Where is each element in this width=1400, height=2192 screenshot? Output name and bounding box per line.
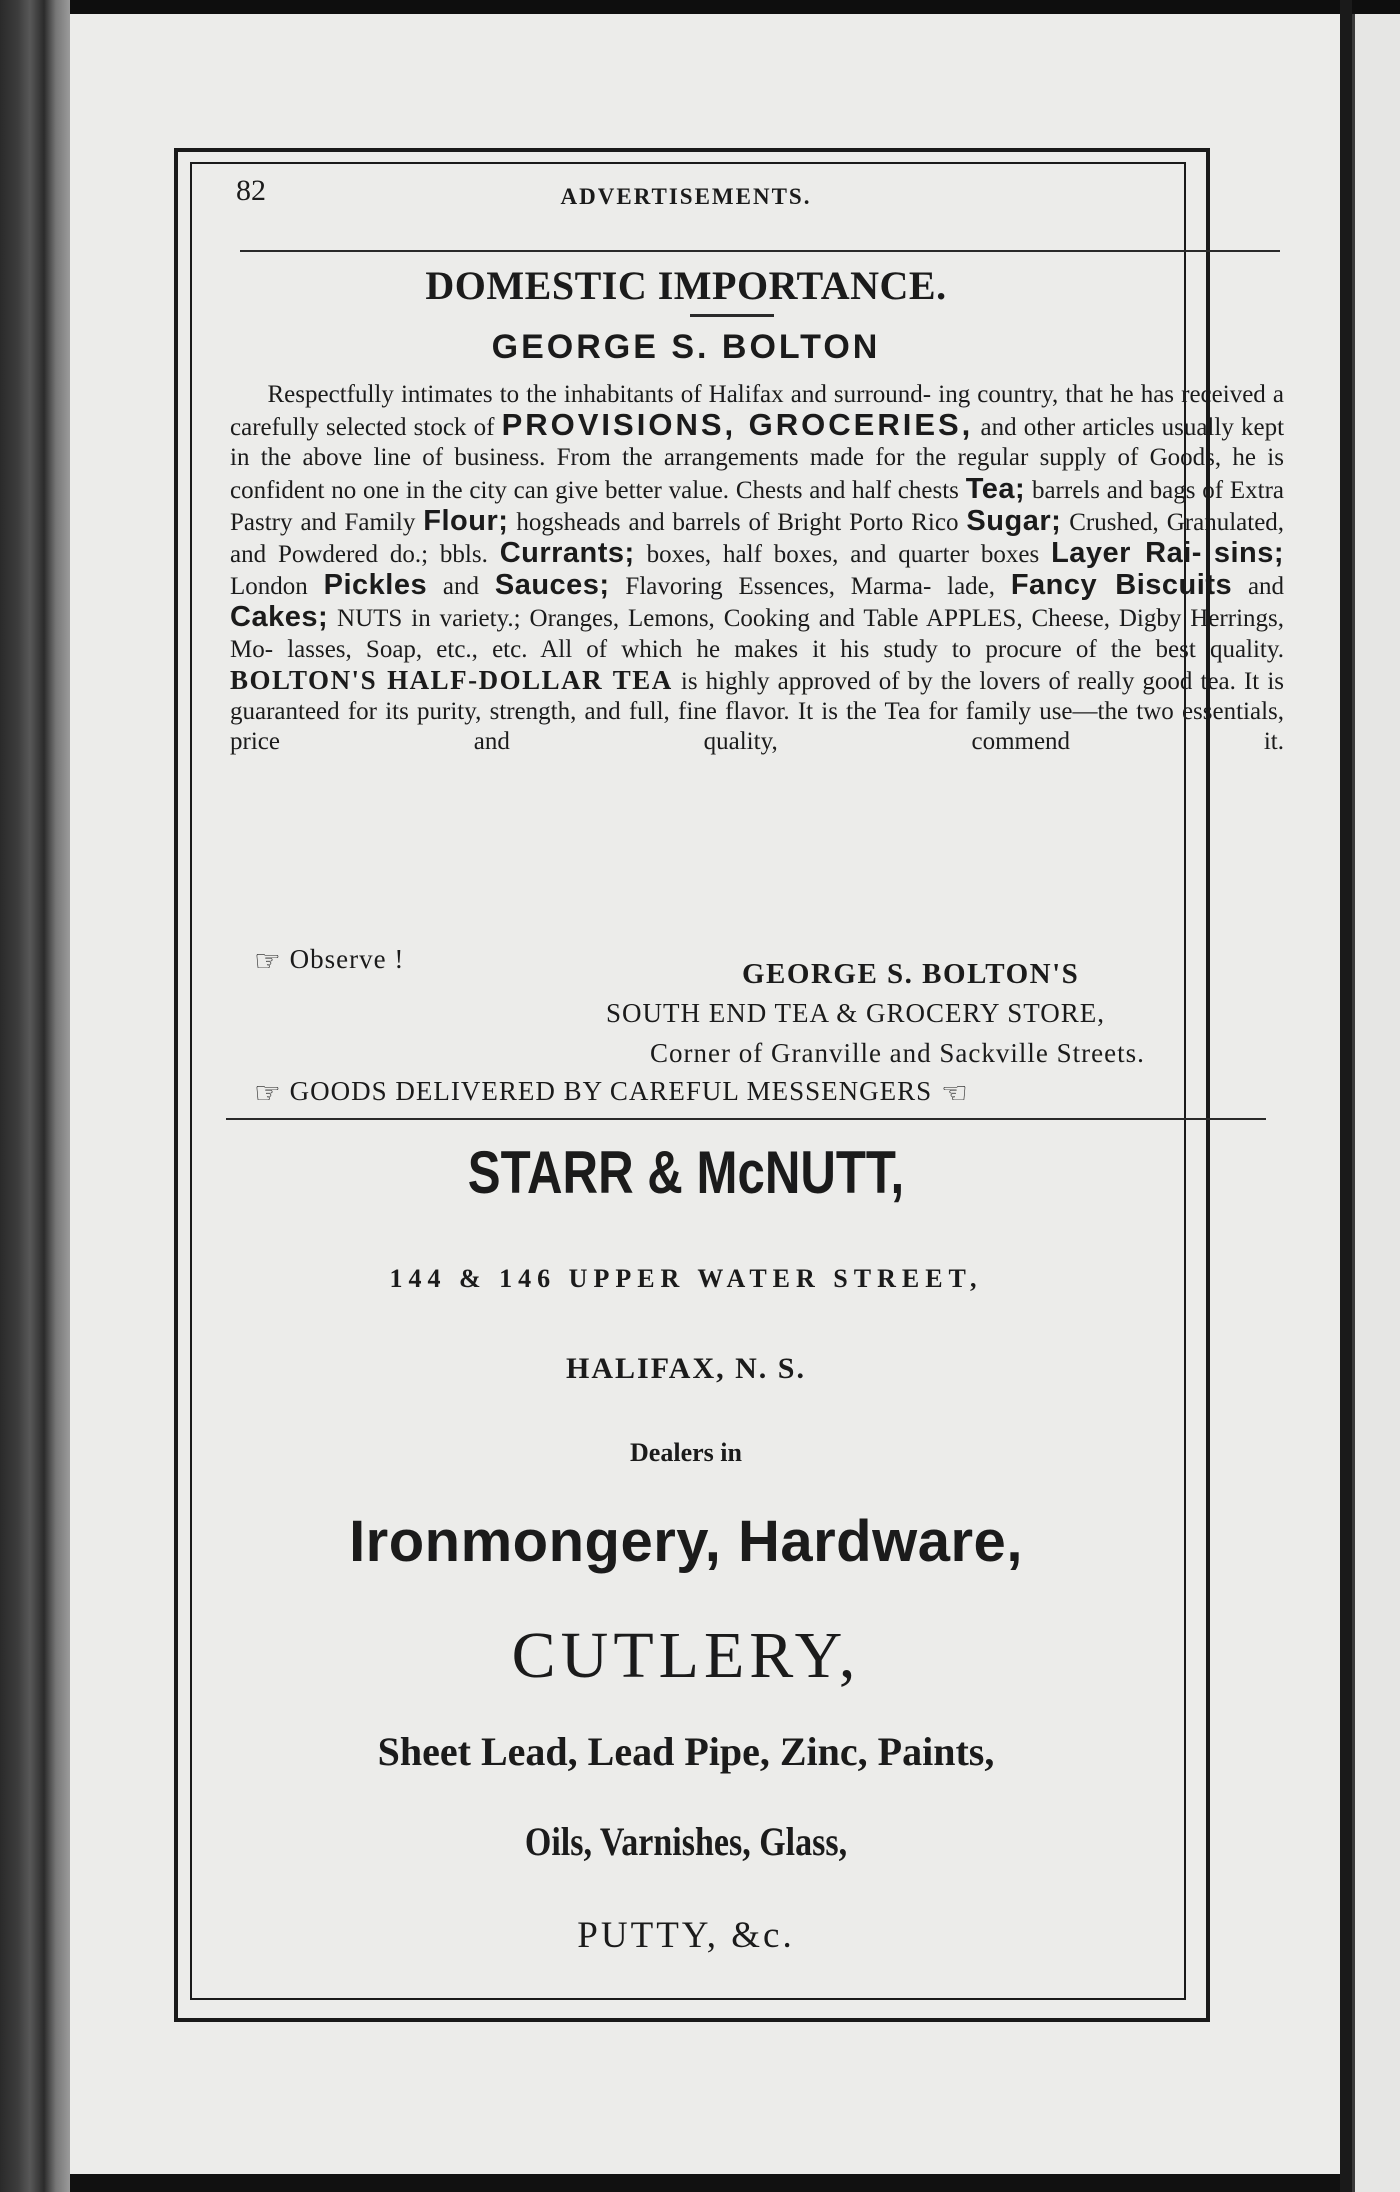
headline-dash xyxy=(690,314,774,317)
firm-city: HALIFAX, N. S. xyxy=(566,1352,806,1385)
keyword-flour: Flour; xyxy=(423,504,509,537)
keyword-raisins: sins; xyxy=(1213,537,1284,570)
firm-name: STARR & McNUTT, xyxy=(467,1139,905,1206)
keyword-currants: Currants; xyxy=(499,537,635,570)
keyword-half-dollar-tea: BOLTON'S HALF-DOLLAR TEA xyxy=(230,664,673,695)
observe-label: Observe ! xyxy=(289,944,405,974)
observe-note xyxy=(254,944,404,977)
book-page xyxy=(70,14,1340,2174)
dealers-in-label: Dealers in xyxy=(630,1438,742,1467)
proprietor-name: GEORGE S. BOLTON xyxy=(491,328,881,366)
keyword-sauces: Sauces; xyxy=(494,569,610,602)
scan-edge-top xyxy=(0,0,1400,14)
pointing-hand-left-icon: ☞ xyxy=(939,1076,968,1110)
goods-line-ironmongery: Ironmongery, Hardware, xyxy=(349,1509,1023,1574)
keyword-cakes: Cakes; xyxy=(230,601,329,634)
body-text: and xyxy=(442,573,480,601)
body-text: use—the two essentials, price and quality, commend it. xyxy=(230,698,1285,756)
pointing-hand-icon: ☞ xyxy=(254,944,282,978)
pointing-hand-icon: ☞ xyxy=(254,1076,282,1110)
ad-body-text xyxy=(230,380,1284,757)
keyword-raisins: Layer Rai- xyxy=(1051,537,1202,570)
goods-line-cutlery: CUTLERY, xyxy=(511,1619,861,1692)
body-text: usually kept in the above line of business. From the arrangements xyxy=(230,414,1285,472)
body-text: and other articles xyxy=(980,414,1155,442)
body-text: Bright Porto Rico xyxy=(777,508,959,536)
keyword-sugar: Sugar; xyxy=(966,504,1062,537)
firm-address: 144 & 146 UPPER WATER STREET, xyxy=(389,1264,983,1293)
body-text: Respectfully intimates to the inhabitants of Halifax and surround- xyxy=(267,381,932,408)
body-text: of the best quality. xyxy=(1075,635,1285,663)
body-text: made for the regular supply of Goods, he is confident no one in the xyxy=(230,444,1284,504)
page-gutter xyxy=(1340,0,1352,2192)
body-text: is xyxy=(680,667,698,695)
body-text: hogsheads and barrels of xyxy=(516,508,770,536)
header-rule xyxy=(240,250,1280,252)
keyword-tea: Tea; xyxy=(965,472,1026,505)
goods-line-sheet-lead: Sheet Lead, Lead Pipe, Zinc, Paints, xyxy=(377,1729,995,1774)
store-owner: GEORGE S. BOLTON'S xyxy=(742,958,1080,990)
store-location: Corner of Granville and Sackville Streets. xyxy=(650,1038,1145,1068)
body-text: Crushed, Granulated, and Powdered do.; xyxy=(230,508,1285,569)
ad-divider-rule xyxy=(226,1118,1266,1120)
ad-headline: DOMESTIC IMPORTANCE. xyxy=(425,263,947,308)
body-text: Lemons, Cooking and Table APPLES, Cheese, Digby Herrings, Mo- xyxy=(230,605,1285,663)
book-binding xyxy=(0,0,70,2192)
running-head: ADVERTISEMENTS. xyxy=(560,184,812,209)
keyword-provisions: PROVISIONS, GROCERIES, xyxy=(501,407,974,443)
goods-line-putty: PUTTY, &c. xyxy=(577,1915,795,1956)
page-number: 82 xyxy=(236,174,266,207)
body-text: lasses, Soap, etc., etc. All of which he makes it his study to procure xyxy=(287,635,1062,663)
keyword-fancy-biscuits: Fancy Biscuits xyxy=(1010,569,1233,602)
body-text: bags of Extra Pastry and Family xyxy=(230,476,1284,536)
body-text: barrels and xyxy=(1031,476,1143,504)
adjacent-page-edge xyxy=(1352,14,1400,2192)
body-text: bbls. xyxy=(439,541,488,569)
body-text: lade, xyxy=(947,573,996,601)
keyword-pickles: Pickles xyxy=(323,569,428,602)
body-text: highly approved of by the lovers of really good tea. It is guaranteed xyxy=(230,667,1285,726)
body-text: city can give better value. Chests and half chests xyxy=(469,476,959,504)
store-name: SOUTH END TEA & GROCERY STORE, xyxy=(606,998,1106,1028)
body-text: London xyxy=(230,573,308,601)
goods-line-oils: Oils, Varnishes, Glass, xyxy=(524,1819,848,1864)
delivery-notice xyxy=(254,1076,1254,1109)
body-text: Flavoring Essences, Marma- xyxy=(625,573,932,601)
body-text: NUTS in variety.; Oranges, xyxy=(337,605,620,633)
body-text: boxes, half boxes, and quarter boxes xyxy=(646,541,1040,569)
delivery-text: GOODS DELIVERED BY CAREFUL MESSENGERS xyxy=(289,1076,933,1106)
body-text: for its purity, strength, and full, fine flavor. It is the Tea for family xyxy=(347,698,1031,726)
body-text: and xyxy=(1247,573,1285,601)
body-text: ing country, that he has received a carefully selected stock of xyxy=(230,381,1284,442)
